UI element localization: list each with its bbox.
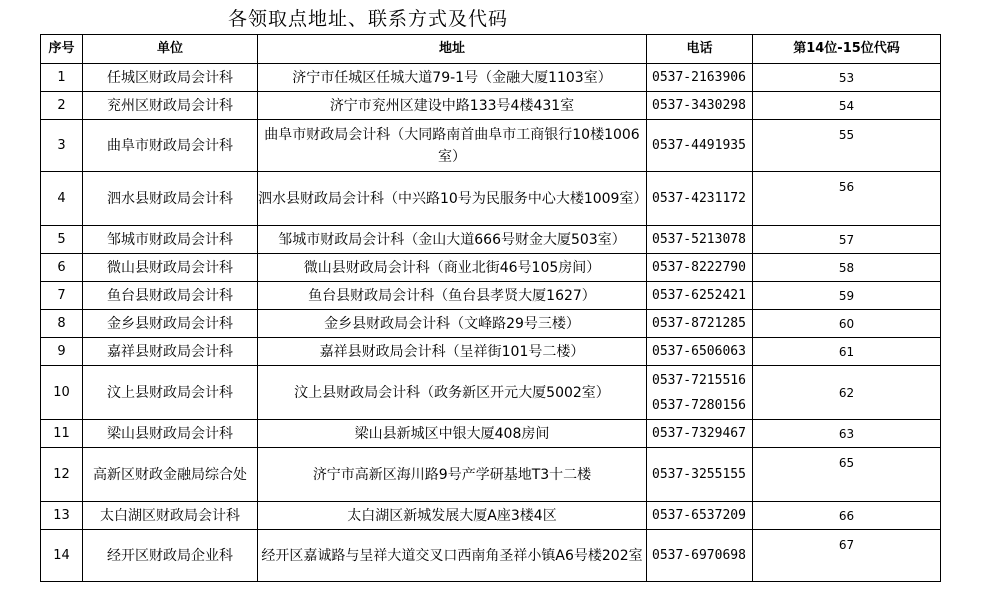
row-code: 53 — [753, 64, 941, 92]
row-index: 8 — [41, 310, 83, 338]
phone-number: 0537-8721285 — [652, 316, 746, 331]
header-code: 第14位-15位代码 — [753, 35, 941, 64]
row-unit: 泗水县财政局会计科 — [83, 172, 258, 226]
table-row — [41, 282, 941, 310]
row-unit: 兖州区财政局会计科 — [83, 92, 258, 120]
row-phone — [647, 420, 753, 448]
row-address: 邹城市财政局会计科（金山大道666号财金大厦503室） — [258, 226, 647, 254]
row-unit: 汶上县财政局会计科 — [83, 366, 258, 420]
row-unit: 任城区财政局会计科 — [83, 64, 258, 92]
table-row — [41, 254, 941, 282]
row-address: 济宁市高新区海川路9号产学研基地T3十二楼 — [258, 448, 647, 502]
row-code: 55 — [753, 120, 941, 172]
row-address: 泗水县财政局会计科（中兴路10号为民服务中心大楼1009室） — [258, 172, 647, 226]
row-code: 61 — [753, 338, 941, 366]
row-code: 56 — [753, 172, 941, 226]
header-phone: 电话 — [647, 35, 753, 64]
row-index: 12 — [41, 448, 83, 502]
row-code: 67 — [753, 530, 941, 582]
row-unit: 高新区财政金融局综合处 — [83, 448, 258, 502]
row-unit: 太白湖区财政局会计科 — [83, 502, 258, 530]
row-phone — [647, 366, 753, 420]
row-unit: 曲阜市财政局会计科 — [83, 120, 258, 172]
header-address: 地址 — [258, 35, 647, 64]
row-index: 5 — [41, 226, 83, 254]
row-address: 太白湖区新城发展大厦A座3楼4区 — [258, 502, 647, 530]
row-phone — [647, 92, 753, 120]
row-index: 1 — [41, 64, 83, 92]
phone-number: 0537-8222790 — [652, 260, 746, 275]
phone-number: 0537-7329467 — [652, 426, 746, 441]
row-unit: 嘉祥县财政局会计科 — [83, 338, 258, 366]
row-unit: 鱼台县财政局会计科 — [83, 282, 258, 310]
row-code: 59 — [753, 282, 941, 310]
row-unit: 梁山县财政局会计科 — [83, 420, 258, 448]
phone-number: 0537-3430298 — [652, 98, 746, 113]
phone-number: 0537-3255155 — [652, 467, 746, 482]
header-unit: 单位 — [83, 35, 258, 64]
table-row — [41, 120, 941, 172]
row-index: 14 — [41, 530, 83, 582]
table-row — [41, 310, 941, 338]
table-row — [41, 92, 941, 120]
row-unit: 邹城市财政局会计科 — [83, 226, 258, 254]
table-row — [41, 530, 941, 582]
row-phone — [647, 530, 753, 582]
row-index: 2 — [41, 92, 83, 120]
table-row — [41, 226, 941, 254]
row-code: 66 — [753, 502, 941, 530]
table-row — [41, 502, 941, 530]
row-address: 济宁市兖州区建设中路133号4楼431室 — [258, 92, 647, 120]
row-address: 微山县财政局会计科（商业北街46号105房间） — [258, 254, 647, 282]
row-code: 65 — [753, 448, 941, 502]
row-address: 金乡县财政局会计科（文峰路29号三楼） — [258, 310, 647, 338]
row-code: 58 — [753, 254, 941, 282]
row-index: 3 — [41, 120, 83, 172]
row-code: 54 — [753, 92, 941, 120]
row-address: 汶上县财政局会计科（政务新区开元大厦5002室） — [258, 366, 647, 420]
row-index: 6 — [41, 254, 83, 282]
table-row — [41, 338, 941, 366]
phone-number: 0537-2163906 — [652, 70, 746, 85]
row-unit: 微山县财政局会计科 — [83, 254, 258, 282]
phone-number: 0537-7215516 — [652, 372, 746, 388]
table-header-row — [41, 35, 941, 64]
row-address: 曲阜市财政局会计科（大同路南首曲阜市工商银行10楼1006室） — [258, 120, 647, 172]
row-index: 9 — [41, 338, 83, 366]
row-phone — [647, 64, 753, 92]
table-row — [41, 366, 941, 420]
row-address: 嘉祥县财政局会计科（呈祥街101号二楼） — [258, 338, 647, 366]
row-code: 60 — [753, 310, 941, 338]
row-address: 济宁市任城区任城大道79-1号（金融大厦1103室） — [258, 64, 647, 92]
table-row — [41, 448, 941, 502]
row-phone — [647, 172, 753, 226]
row-phone — [647, 254, 753, 282]
phone-number: 0537-6970698 — [652, 548, 746, 563]
pickup-points-table — [40, 34, 941, 582]
table-body — [41, 64, 941, 582]
phone-number: 0537-6506063 — [652, 344, 746, 359]
phone-number: 0537-4491935 — [652, 138, 746, 153]
phone-number: 0537-5213078 — [652, 232, 746, 247]
row-phone — [647, 120, 753, 172]
row-phone — [647, 282, 753, 310]
phone-number: 0537-6252421 — [652, 288, 746, 303]
page-title: 各领取点地址、联系方式及代码 — [228, 8, 509, 30]
row-phone — [647, 226, 753, 254]
row-phone — [647, 310, 753, 338]
header-index: 序号 — [41, 35, 83, 64]
row-unit: 金乡县财政局会计科 — [83, 310, 258, 338]
row-index: 4 — [41, 172, 83, 226]
row-phone — [647, 502, 753, 530]
row-index: 13 — [41, 502, 83, 530]
phone-number: 0537-4231172 — [652, 191, 746, 206]
row-unit: 经开区财政局企业科 — [83, 530, 258, 582]
row-code: 63 — [753, 420, 941, 448]
row-address: 经开区嘉诚路与呈祥大道交叉口西南角圣祥小镇A6号楼202室 — [258, 530, 647, 582]
row-code: 62 — [753, 366, 941, 420]
phone-number: 0537-6537209 — [652, 508, 746, 523]
table-row — [41, 172, 941, 226]
row-address: 梁山县新城区中银大厦408房间 — [258, 420, 647, 448]
row-phone — [647, 448, 753, 502]
row-address: 鱼台县财政局会计科（鱼台县孝贤大厦1627） — [258, 282, 647, 310]
table-row — [41, 420, 941, 448]
row-index: 7 — [41, 282, 83, 310]
row-index: 11 — [41, 420, 83, 448]
row-index: 10 — [41, 366, 83, 420]
phone-number: 0537-7280156 — [652, 397, 746, 413]
row-code: 57 — [753, 226, 941, 254]
table-row — [41, 64, 941, 92]
row-phone — [647, 338, 753, 366]
